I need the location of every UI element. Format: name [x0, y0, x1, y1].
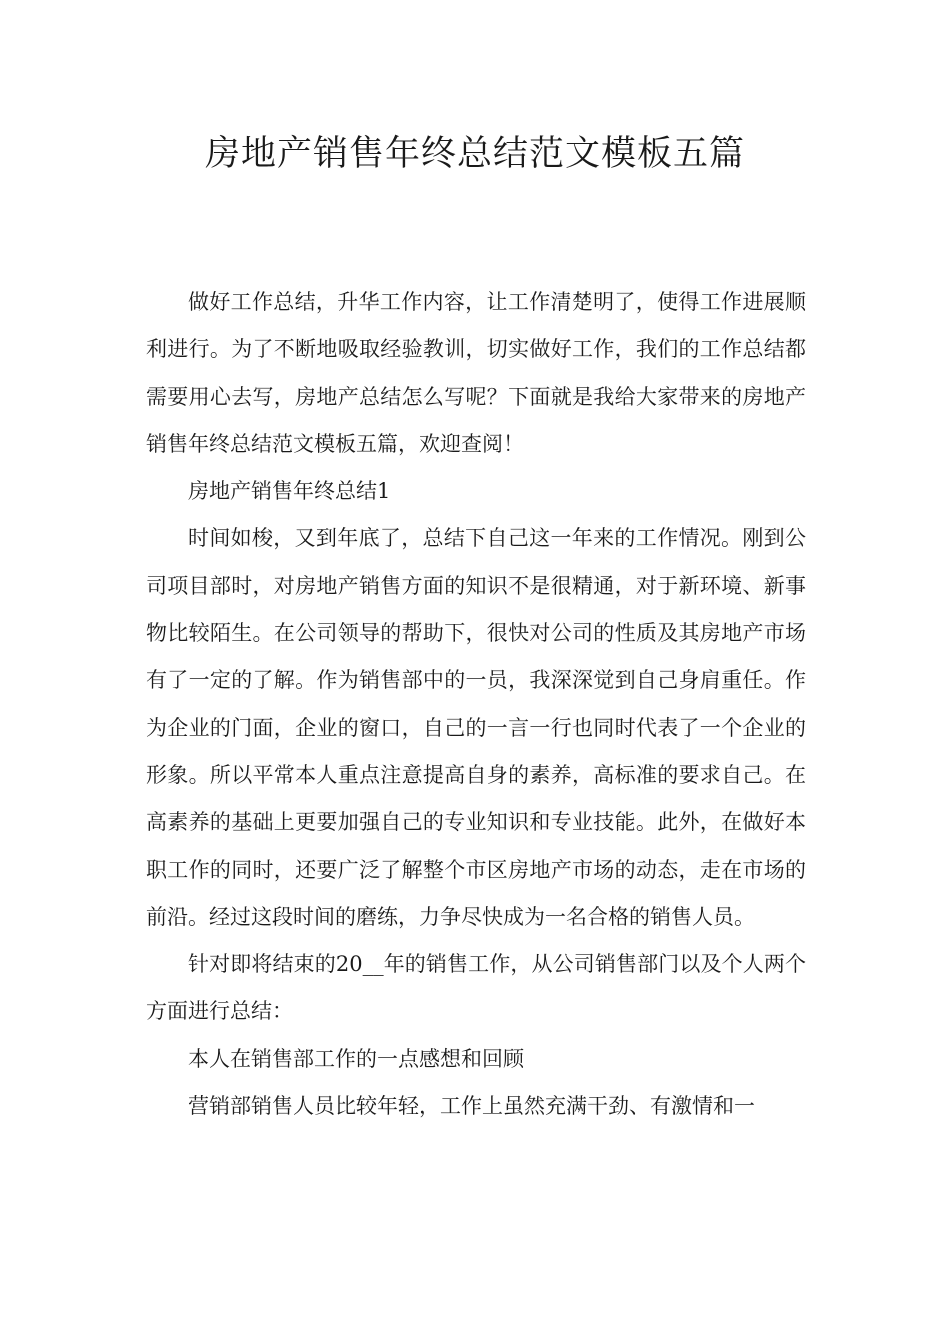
document-body — [146, 279, 806, 1130]
intro-paragraph: 做好工作总结，升华工作内容，让工作清楚明了，使得工作进展顺利进行。为了不断地吸取经验教训，切实做好工作，我们的工作总结都需要用心去写，房地产总结怎么写呢？下面就是我给大家带来的房地产销售年终总结范文模板五篇，欢迎查阅！ — [146, 290, 806, 456]
body-paragraph: 针对即将结束的20__年的销售工作，从公司销售部门以及个人两个方面进行总结： — [146, 952, 806, 1024]
section-heading-1: 房地产销售年终总结1 — [188, 479, 391, 504]
subsection-heading: 本人在销售部工作的一点感想和回顾 — [188, 1046, 524, 1071]
document-title: 房地产销售年终总结范文模板五篇 — [204, 134, 745, 174]
body-paragraph: 营销部销售人员比较年轻，工作上虽然充满干劲、有激情和一 — [188, 1094, 755, 1119]
body-paragraph: 时间如梭，又到年底了，总结下自己这一年来的工作情况。刚到公司项目部时，对房地产销售方面的知识不是很精通，对于新环境、新事物比较陌生。在公司领导的帮助下，很快对公司的性质及其房地产市场有了一定的了解。作为销售部中的一员，我深深觉到自己身肩重任。作为企业的门面，企业的窗口，自己的一言一行也同时代表了一个企业的形象。所以平常本人重点注意提高自身的素养，高标准的要求自己。在高素养的基础上更要加强自己的专业知识和专业技能。此外，在做好本职工作的同时，还要广泛了解整个市区房地产市场的动态，走在市场的前沿。经过这段时间的磨练，力争尽快成为一名合格的销售人员。 — [146, 526, 806, 929]
